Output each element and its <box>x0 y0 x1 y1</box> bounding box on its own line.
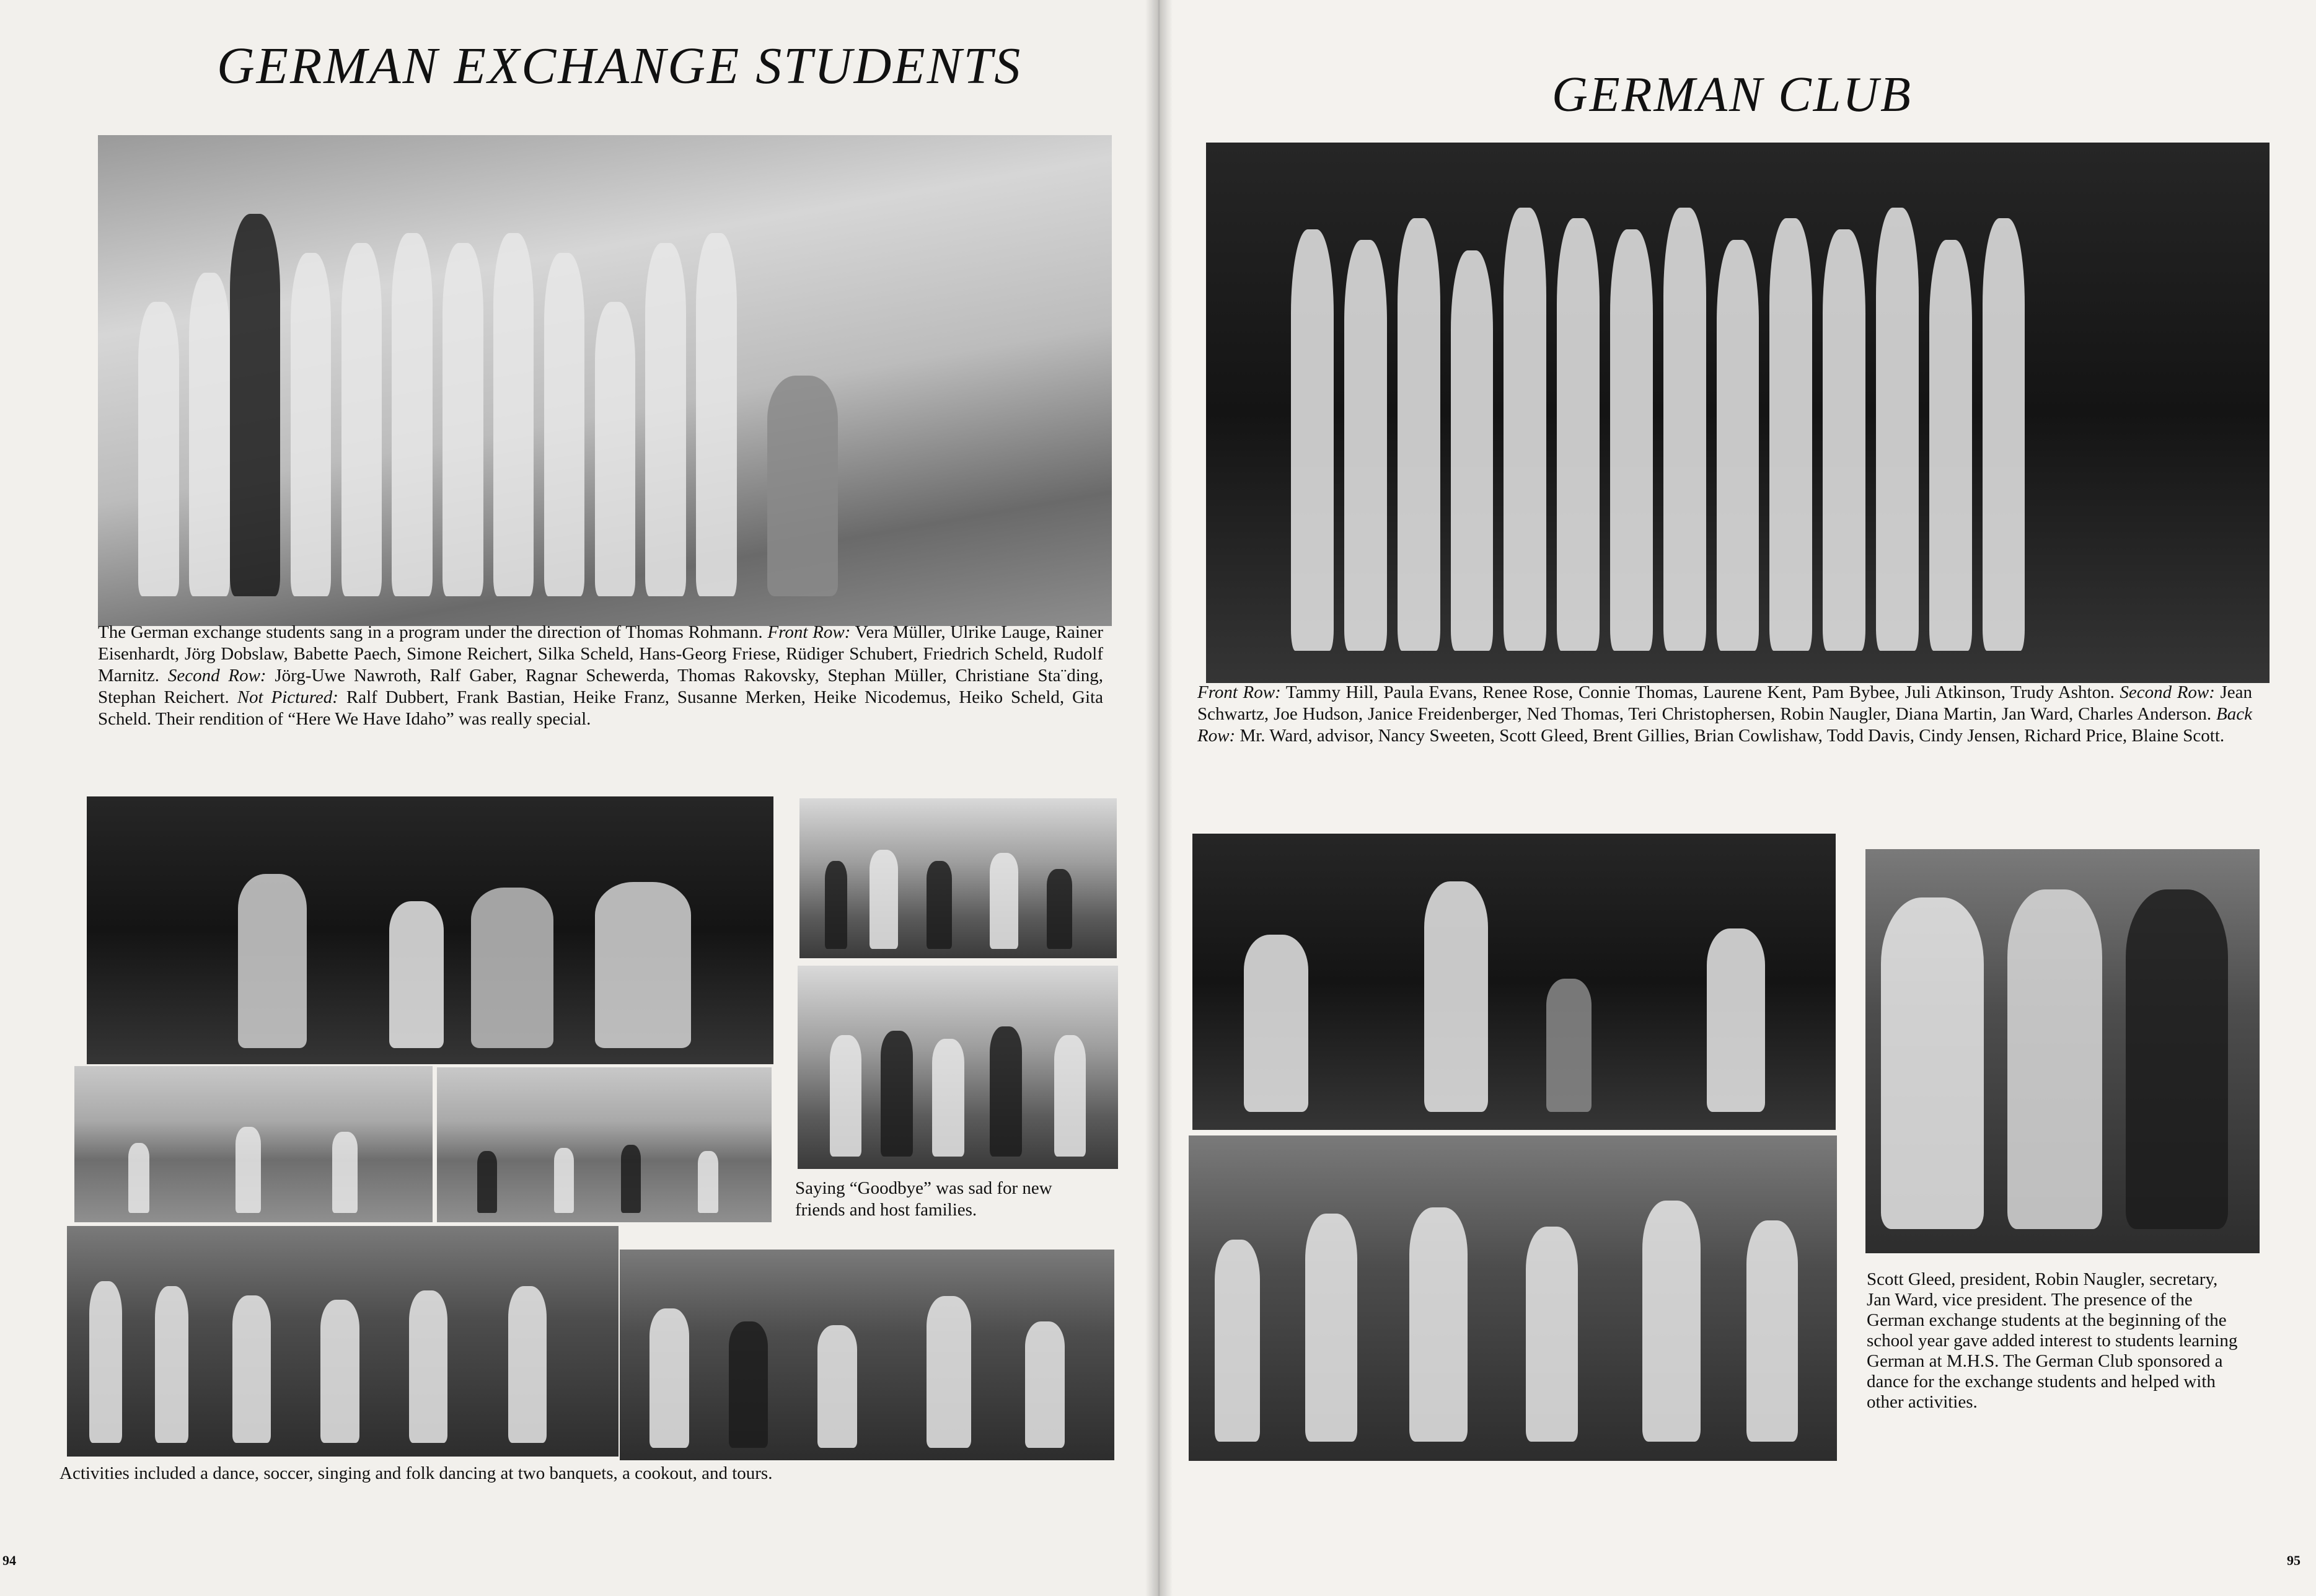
front-row-label: Front Row: <box>767 622 851 642</box>
choir-group-photo <box>98 135 1112 626</box>
soccer-photo-left <box>74 1066 433 1222</box>
dance-photo <box>87 796 773 1064</box>
front-row-names: Vera Müller, Ulrike Lauge, Rainer Eisenhardt, Jörg Dobslaw, Babette Paech, Simone Reichert, Silka Scheld, Hans-Georg Friese, Rüdiger Schubert, Friedrich Scheld, Rudolf Marnitz. <box>98 622 1103 686</box>
not-pictured-names: Ralf Dubbert, Frank Bastian, Heike Franz, Susanne Merken, Heike Nicodemus, Heiko Scheld, Gita Scheld. Their rendition of “Here We Have Idaho” was really special. <box>98 687 1103 729</box>
club-back-row-names: Mr. Ward, advisor, Nancy Sweeten, Scott Gleed, Brent Gillies, Brian Cowlishaw, Todd Davis, Cindy Jensen, Richard Price, Blaine Scott. <box>1239 726 2225 746</box>
goodbye-caption: Saying “Goodbye” was sad for new friends and host families. <box>795 1178 1052 1220</box>
club-second-row-label: Second Row: <box>2120 682 2215 702</box>
club-officers-photo <box>1865 849 2260 1253</box>
right-page-heading: GERMAN CLUB <box>1552 68 1913 122</box>
goodbye-photo <box>798 966 1118 1169</box>
soccer-photo-right <box>437 1067 772 1222</box>
club-front-row-names: Tammy Hill, Paula Evans, Renee Rose, Connie Thomas, Laurene Kent, Pam Bybee, Juli Atkinson, Trudy Ashton. <box>1285 682 2115 702</box>
page-number-left: 94 <box>2 1553 16 1568</box>
club-second-row-names: Jean Schwartz, Joe Hudson, Janice Freidenberger, Ned Thomas, Teri Christophersen, Robin Naugler, Diana Martin, Jan Ward, Charles Anderson. <box>1197 682 2252 724</box>
choir-photo-caption <box>98 622 1103 730</box>
not-pictured-label: Not Pictured: <box>237 687 338 707</box>
left-page-heading: GERMAN EXCHANGE STUDENTS <box>217 37 1023 95</box>
tour-crowd-photo <box>799 798 1117 958</box>
right-page <box>1158 0 2316 1596</box>
second-row-label: Second Row: <box>167 666 266 686</box>
folk-dance-photo-left <box>67 1226 619 1457</box>
club-back-row-label: Back Row: <box>1197 704 2253 746</box>
book-gutter <box>1145 0 1173 1596</box>
club-front-row-label: Front Row: <box>1197 682 1281 702</box>
german-club-caption <box>1197 682 2252 747</box>
second-row-names: Jörg-Uwe Nawroth, Ralf Gaber, Ragnar Schewerda, Thomas Rakovsky, Stephan Müller, Christiane Sta¨ding, Stephan Reichert. <box>98 666 1103 707</box>
dance-photo-lower <box>1189 1135 1837 1461</box>
choir-intro-text: The German exchange students sang in a program under the direction of Thomas Rohmann. <box>98 622 763 642</box>
german-club-group-photo <box>1206 143 2270 683</box>
folk-dance-photo-right <box>620 1250 1114 1460</box>
page-number-right: 95 <box>2287 1553 2301 1568</box>
activities-caption: Activities included a dance, soccer, singing and folk dancing at two banquets, a cookout, and tours. <box>59 1463 773 1483</box>
dance-photo-upper <box>1192 834 1836 1130</box>
officers-caption: Scott Gleed, president, Robin Naugler, secretary, Jan Ward, vice president. The presence of the German exchange students at the beginning of the school year gave added interest to students learning German at M.H.S. The German Club sponsored a dance for the exchange students and helped with other activities. <box>1867 1269 2238 1412</box>
